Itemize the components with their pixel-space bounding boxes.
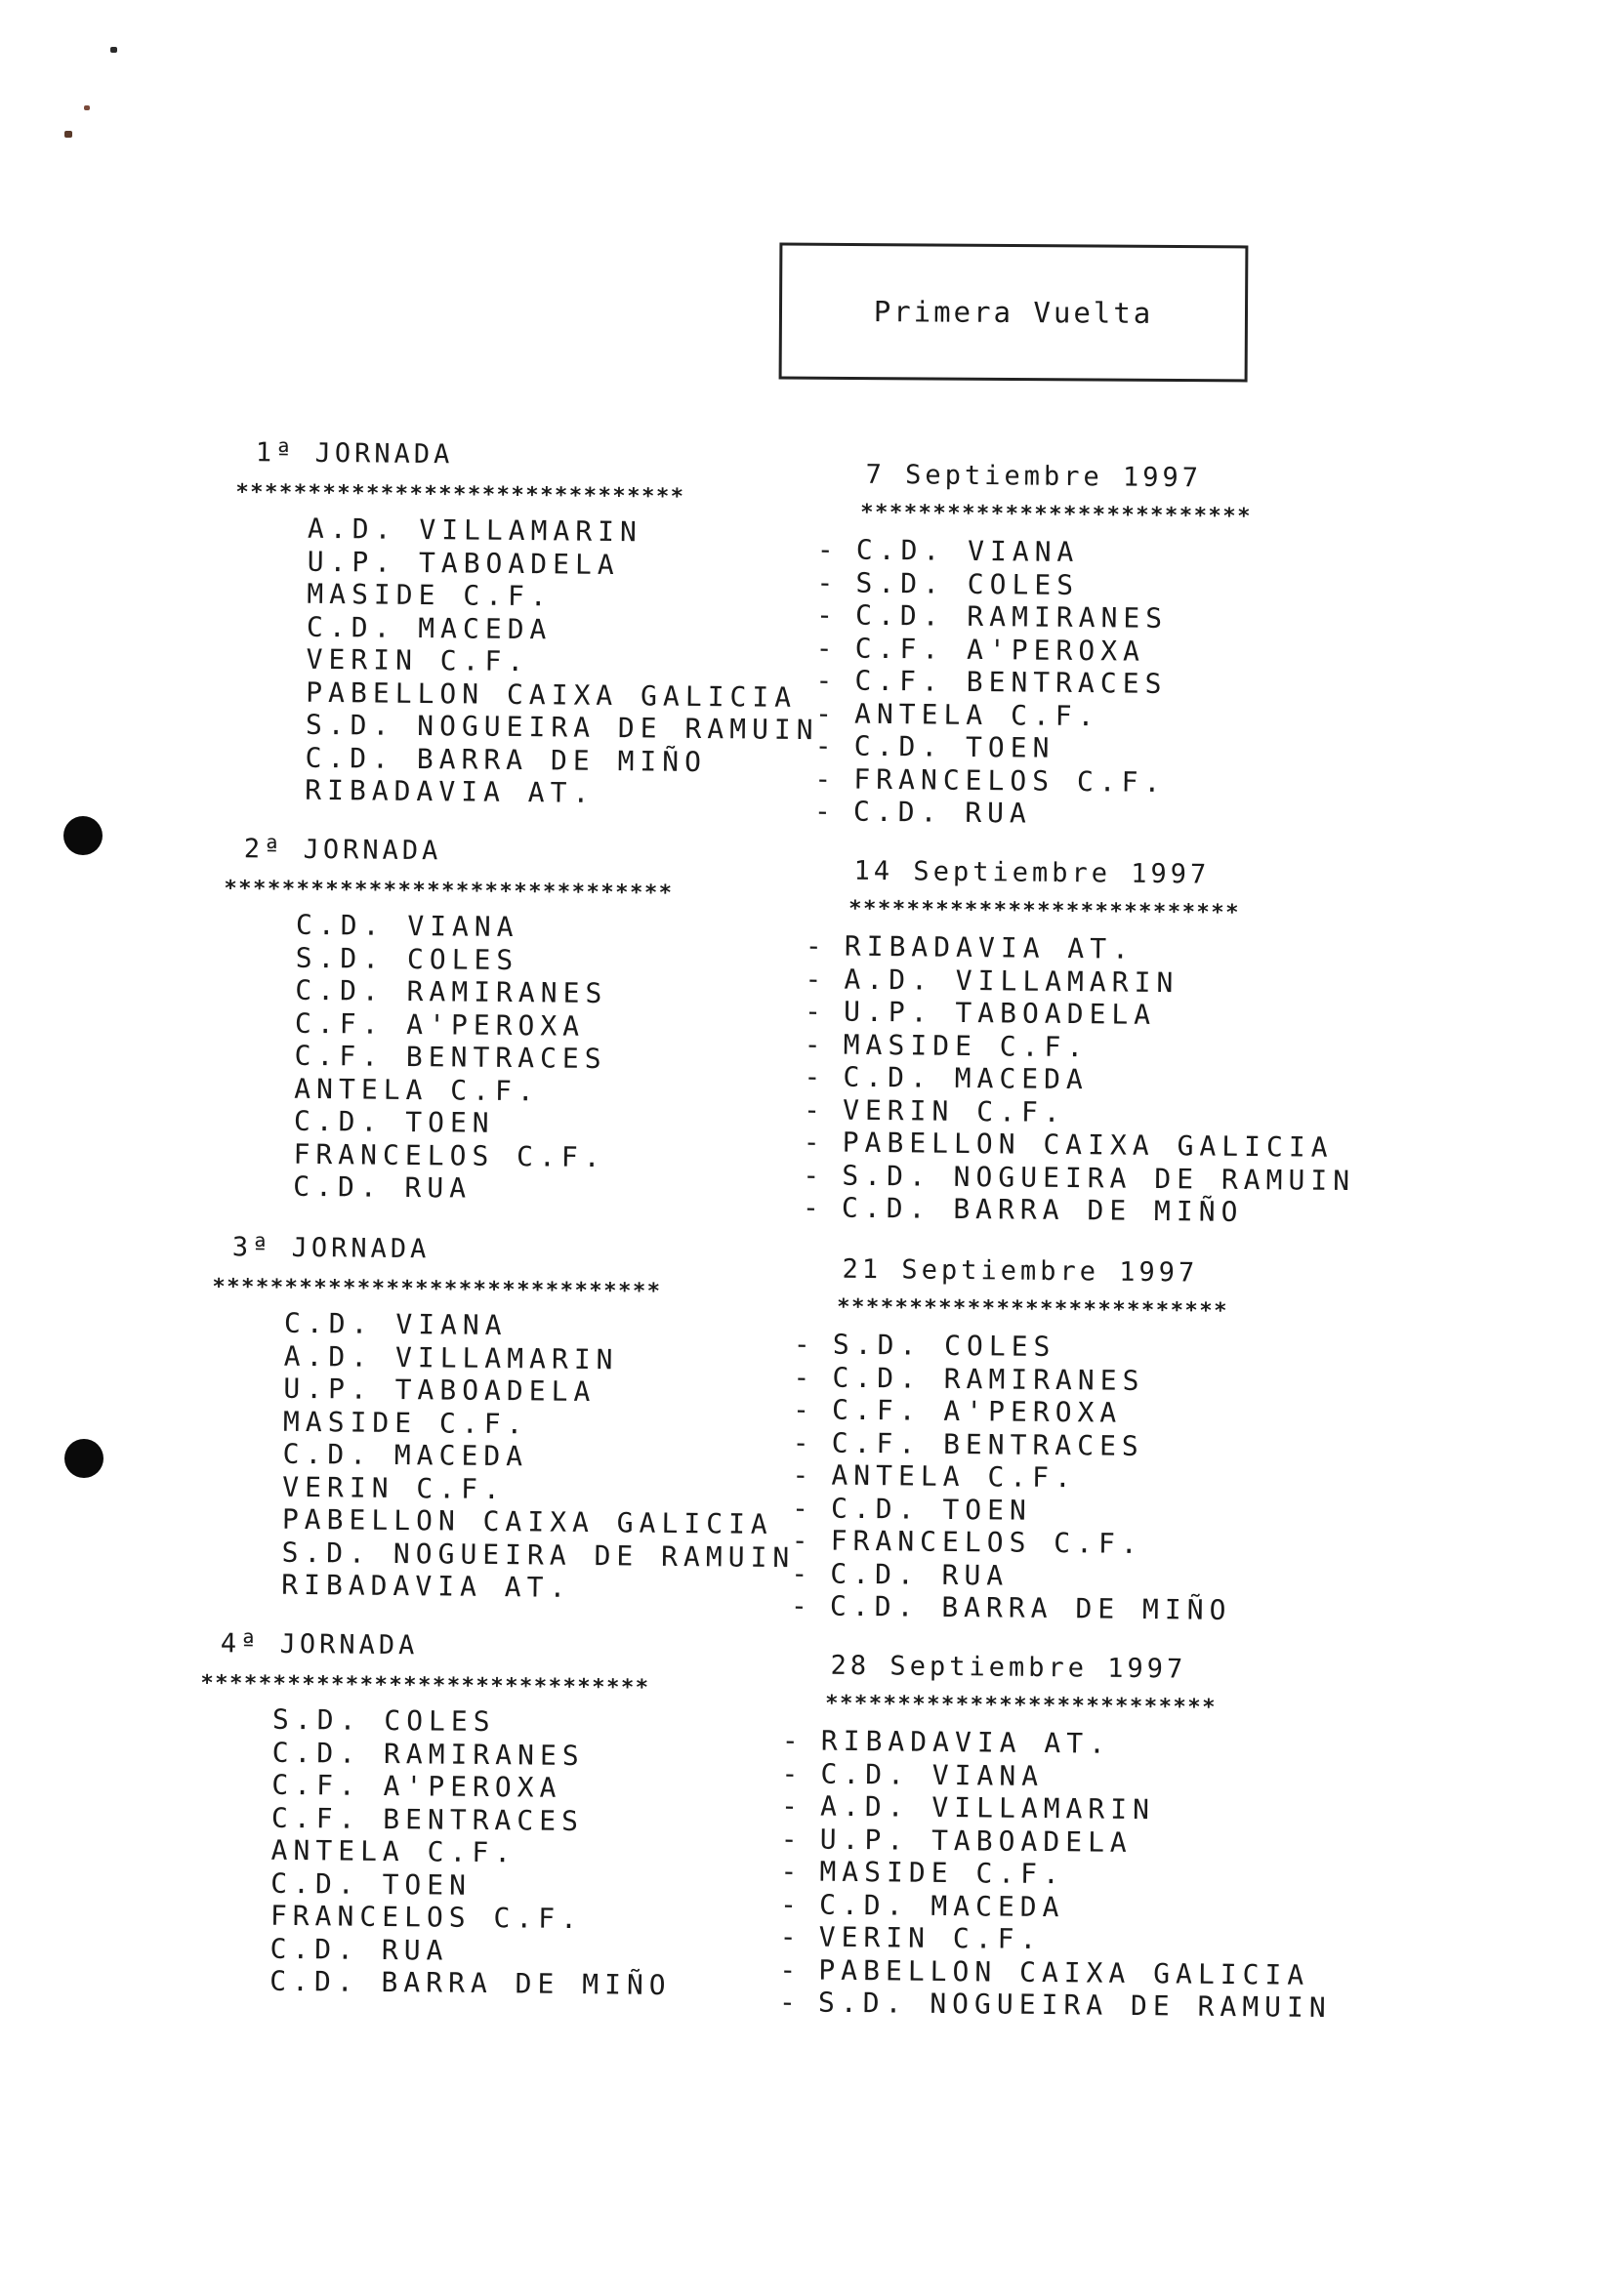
away-team: VERIN C.F.: [842, 1093, 1066, 1128]
away-team: C.D. RAMIRANES: [832, 1361, 1145, 1397]
away-team: S.D. NOGUEIRA DE RAMUIN: [842, 1159, 1356, 1197]
home-team: C.F. A'PEROXA: [271, 1768, 562, 1804]
vs-dash: -: [805, 929, 822, 963]
home-team: VERIN C.F.: [282, 1470, 507, 1505]
vs-dash: -: [791, 1491, 809, 1524]
away-team-row: [814, 795, 1361, 833]
home-team: A.D. VILLAMARIN: [283, 1339, 619, 1375]
asterisk-rule-left: *******************************: [235, 479, 685, 510]
away-team: U.P. TABOADELA: [843, 995, 1157, 1032]
vs-dash: -: [805, 962, 822, 995]
vs-dash: -: [790, 1589, 808, 1622]
title-box: [779, 243, 1249, 383]
home-team: C.D. VIANA: [295, 908, 519, 944]
round-2: [221, 834, 1356, 1246]
vs-dash: -: [781, 1756, 799, 1789]
asterisk-rule-left: *******************************: [224, 876, 674, 906]
vs-dash: -: [814, 729, 832, 762]
home-teams: [305, 512, 819, 812]
vs-dash: -: [792, 1425, 809, 1458]
home-team: VERIN C.F.: [306, 642, 530, 678]
ink-speck: [110, 47, 117, 53]
ink-speck: [84, 105, 90, 110]
away-team-row: [803, 1191, 1349, 1229]
home-team: C.D. TOEN: [270, 1866, 473, 1902]
away-team-row: [791, 1589, 1338, 1627]
punch-hole-bottom: [64, 1439, 103, 1478]
vs-dash: -: [779, 1887, 798, 1920]
round-date: 28 Septiembre 1997: [830, 1650, 1187, 1685]
away-team: S.D. COLES: [855, 566, 1080, 601]
away-team: MASIDE C.F.: [819, 1855, 1066, 1891]
home-team: S.D. COLES: [271, 1702, 496, 1739]
home-team: C.D. RUA: [293, 1169, 473, 1205]
away-team: C.D. BARRA DE MIÑO: [829, 1589, 1232, 1626]
home-team: C.D. MACEDA: [306, 610, 553, 645]
round-label: 1ª JORNADA: [255, 437, 454, 471]
vs-dash: -: [815, 664, 833, 697]
away-team: MASIDE C.F.: [843, 1028, 1090, 1063]
home-team: PABELLON CAIXA GALICIA: [281, 1502, 773, 1541]
home-team: U.P. TABOADELA: [283, 1372, 597, 1409]
vs-dash: -: [815, 598, 834, 632]
round-4: [197, 1628, 1332, 2040]
vs-dash: -: [791, 1524, 808, 1557]
home-teams: [269, 1703, 780, 2003]
vs-dash: -: [793, 1360, 810, 1393]
away-team: PABELLON CAIXA GALICIA: [818, 1953, 1310, 1991]
home-team: S.D. NOGUEIRA DE RAMUIN: [281, 1536, 796, 1574]
vs-dash: -: [804, 1027, 821, 1060]
away-team: C.D. MACEDA: [818, 1888, 1065, 1923]
away-team: C.F. A'PEROXA: [831, 1393, 1123, 1429]
vs-dash: -: [792, 1393, 810, 1426]
away-teams: [802, 929, 1356, 1229]
away-team: S.D. NOGUEIRA DE RAMUIN: [817, 1986, 1332, 2025]
vs-dash: -: [780, 1822, 798, 1855]
away-team: A.D. VILLAMARIN: [819, 1789, 1156, 1826]
away-team: PABELLON CAIXA GALICIA: [842, 1126, 1334, 1164]
vs-dash: -: [804, 995, 822, 1028]
home-team: C.F. BENTRACES: [294, 1039, 607, 1076]
home-team: C.D. VIANA: [283, 1306, 508, 1342]
vs-dash: -: [816, 533, 834, 566]
home-team: C.D. RAMIRANES: [271, 1736, 585, 1772]
home-team: C.F. BENTRACES: [270, 1801, 585, 1837]
away-team: FRANCELOS C.F.: [830, 1524, 1143, 1560]
away-teams: [791, 1328, 1341, 1627]
away-team-row: [778, 1986, 1332, 2025]
home-team: S.D. COLES: [295, 941, 519, 976]
home-team: C.D. BARRA DE MIÑO: [305, 741, 708, 778]
home-teams: [281, 1306, 796, 1607]
punch-hole-top: [63, 816, 103, 855]
away-team: C.D. TOEN: [830, 1492, 1032, 1527]
vs-dash: -: [779, 1920, 797, 1953]
away-team: RIBADAVIA AT.: [820, 1724, 1112, 1760]
vs-dash: -: [814, 696, 833, 729]
away-teams: [814, 533, 1364, 833]
home-team: C.D. RUA: [269, 1932, 449, 1967]
away-team: A.D. VILLAMARIN: [844, 963, 1179, 999]
away-team: C.D. VIANA: [855, 533, 1080, 569]
vs-dash: -: [781, 1724, 799, 1757]
round-label: 3ª JORNADA: [231, 1232, 431, 1265]
vs-dash: -: [780, 1855, 798, 1888]
away-team: FRANCELOS C.F.: [853, 762, 1167, 799]
home-team: RIBADAVIA AT.: [305, 773, 596, 809]
vs-dash: -: [791, 1556, 808, 1589]
round-date: 14 Septiembre 1997: [853, 855, 1211, 890]
home-team: ANTELA C.F.: [270, 1833, 517, 1869]
round-3: [209, 1232, 1336, 1644]
away-team: C.D. RUA: [830, 1557, 1010, 1592]
home-team: MASIDE C.F.: [307, 577, 553, 613]
round-label: 2ª JORNADA: [243, 834, 442, 867]
away-teams: [778, 1724, 1332, 2025]
home-team: S.D. NOGUEIRA DE RAMUIN: [305, 708, 819, 747]
home-team: C.D. BARRA DE MIÑO: [269, 1964, 672, 2002]
asterisk-rule-right: ***************************: [860, 500, 1253, 529]
vs-dash: -: [815, 631, 833, 664]
vs-dash: -: [792, 1458, 809, 1492]
home-team: FRANCELOS C.F.: [269, 1899, 584, 1936]
asterisk-rule-right: ***************************: [837, 1294, 1229, 1324]
away-team: VERIN C.F.: [818, 1920, 1043, 1956]
away-team: ANTELA C.F.: [831, 1458, 1078, 1495]
page-title: Primera Vuelta: [873, 295, 1154, 330]
vs-dash: -: [802, 1191, 820, 1224]
round-1: [232, 437, 1359, 849]
vs-dash: -: [804, 1060, 821, 1093]
away-team: C.D. MACEDA: [843, 1060, 1090, 1096]
vs-dash: -: [813, 795, 832, 828]
vs-dash: -: [814, 761, 832, 795]
away-team: C.F. BENTRACES: [854, 664, 1168, 700]
vs-dash: -: [779, 1952, 797, 1986]
vs-dash: -: [793, 1328, 810, 1361]
vs-dash: -: [780, 1789, 799, 1823]
asterisk-rule-left: *******************************: [212, 1274, 662, 1304]
home-team: RIBADAVIA AT.: [281, 1568, 572, 1604]
vs-dash: -: [803, 1092, 821, 1126]
home-team: C.D. TOEN: [293, 1104, 495, 1139]
home-team: ANTELA C.F.: [294, 1072, 540, 1107]
home-team: C.D. MACEDA: [282, 1437, 529, 1473]
home-team: U.P. TABOADELA: [307, 545, 620, 581]
home-team: C.F. A'PEROXA: [294, 1006, 586, 1043]
away-team: C.D. RAMIRANES: [854, 598, 1169, 636]
away-team: C.D. VIANA: [820, 1757, 1045, 1792]
away-team: U.P. TABOADELA: [819, 1823, 1133, 1859]
home-team: FRANCELOS C.F.: [293, 1137, 606, 1173]
round-date: 7 Septiembre 1997: [865, 459, 1203, 494]
vs-dash: -: [803, 1158, 820, 1191]
away-team: C.D. TOEN: [853, 729, 1055, 764]
asterisk-rule-right: ***************************: [848, 896, 1241, 925]
round-date: 21 Septiembre 1997: [842, 1253, 1199, 1289]
away-team: C.D. BARRA DE MIÑO: [841, 1191, 1244, 1228]
home-team: PABELLON CAIXA GALICIA: [306, 676, 798, 714]
home-team: MASIDE C.F.: [282, 1405, 529, 1440]
away-team: C.F. A'PEROXA: [854, 632, 1146, 668]
asterisk-rule-left: *******************************: [200, 1670, 650, 1701]
away-team: RIBADAVIA AT.: [844, 929, 1136, 965]
vs-dash: -: [803, 1126, 820, 1159]
ink-speck: [64, 131, 72, 138]
away-team: S.D. COLES: [832, 1328, 1056, 1364]
away-team: C.D. RUA: [852, 795, 1033, 830]
away-team: ANTELA C.F.: [853, 697, 1100, 732]
vs-dash: -: [778, 1986, 797, 2019]
away-team: C.F. BENTRACES: [831, 1426, 1144, 1462]
asterisk-rule-right: ***************************: [825, 1691, 1218, 1720]
home-team: C.D. RAMIRANES: [295, 973, 608, 1010]
home-team: A.D. VILLAMARIN: [307, 512, 643, 549]
vs-dash: -: [816, 565, 834, 598]
round-label: 4ª JORNADA: [220, 1628, 419, 1661]
home-teams: [293, 909, 804, 1209]
